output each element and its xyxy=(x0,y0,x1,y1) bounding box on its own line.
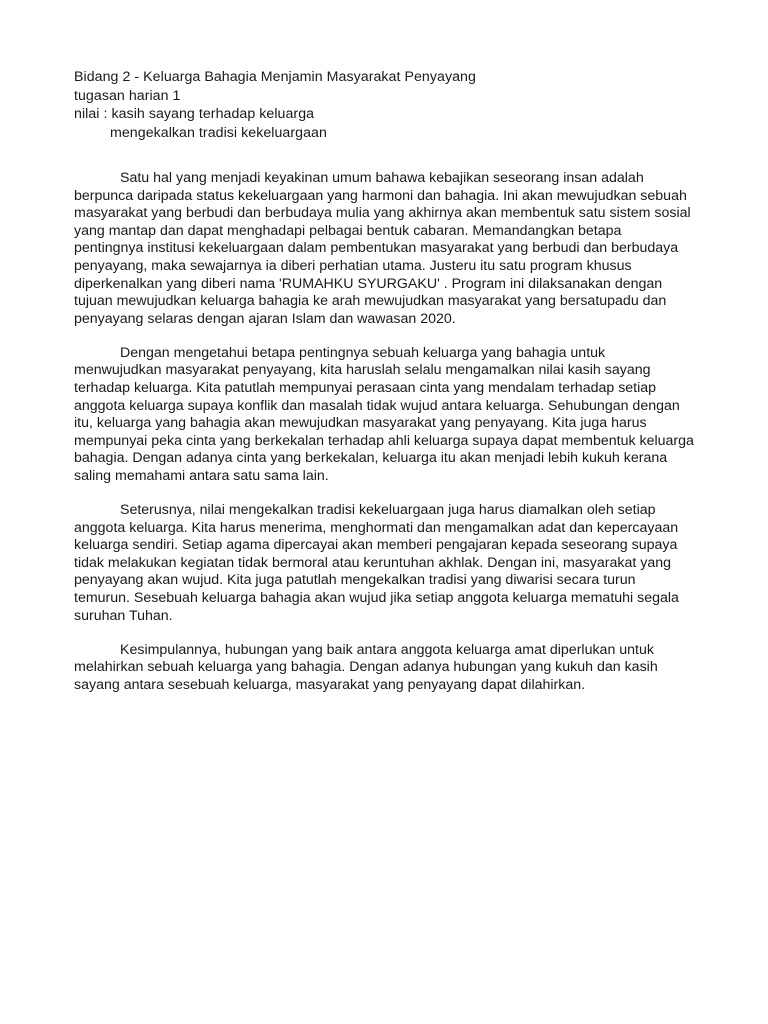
paragraph-conclusion: Kesimpulannya, hubungan yang baik antara anggota keluarga amat diperlukan untuk melahirkan sebuah keluarga yang bahagia. Dengan adanya hubungan yang kukuh dan kasih sayang antara sesebuah keluarga, masyarakat yang penyayang dapat dilahirkan. xyxy=(74,641,658,693)
paragraph-kasih-sayang: Dengan mengetahui betapa pentingnya sebuah keluarga yang bahagia untuk menwujudkan masyarakat penyayang, kita haruslah selalu mengamalkan nilai kasih sayang terhadap keluarga. Kita patutlah mempunyai perasaan cinta yang mendalam terhadap setiap anggota keluarga supaya konflik dan masalah tidak wujud antara keluarga. Sehubungan dengan itu, keluarga yang bahagia akan mewujudkan masyarakat yang penyayang. Kita juga harus mempunyai peka cinta yang berkekalan terhadap ahli keluarga supaya dapat membentuk keluarga bahagia. Dengan adanya cinta yang berkekalan, keluarga itu akan menjadi lebih kukuh kerana saling memahami antara satu sama lain. xyxy=(74,344,694,484)
document-title: Bidang 2 - Keluarga Bahagia Menjamin Masyarakat Penyayang xyxy=(74,69,476,85)
paragraph-introduction: Satu hal yang menjadi keyakinan umum bahawa kebajikan seseorang insan adalah berpunca daripada status kekeluargaan yang harmoni dan bahagia. Ini akan mewujudkan sebuah masyarakat yang berbudi dan berbudaya mulia yang akhirnya akan membentuk satu sistem sosial yang mantap dan dapat menghadapi pelbagai bentuk cabaran. Memandangkan betapa pentingnya institusi kekeluargaan dalam pembentukan masyarakat yang berbudi dan berbudaya penyayang, maka sewajarnya ia diberi perhatian utama. Justeru itu satu program khusus diperkenalkan yang diberi nama 'RUMAHKU SYURGAKU' . Program ini dilaksanakan dengan tujuan mewujudkan keluarga bahagia ke arah mewujudkan masyarakat yang bersatupadu dan penyayang selaras dengan ajaran Islam dan wawasan 2020. xyxy=(74,170,691,327)
document-header xyxy=(74,68,694,142)
value-line-2: mengekalkan tradisi kekeluargaan xyxy=(110,124,327,141)
essay-body xyxy=(74,170,694,711)
task-label: tugasan harian 1 xyxy=(74,87,181,104)
value-line-1: nilai : kasih sayang terhadap keluarga xyxy=(74,106,315,122)
paragraph-tradisi: Seterusnya, nilai mengekalkan tradisi kekeluargaan juga harus diamalkan oleh setiap anggota keluarga. Kita harus menerima, menghormati dan mengamalkan adat dan kepercayaan keluarga sendiri. Setiap agama dipercayai akan memberi pengajaran kepada seseorang supaya tidak melakukan kegiatan tidak bermoral atau keruntuhan akhlak. Dengan ini, masyarakat yang penyayang akan wujud. Kita juga patutlah mengekalkan tradisi yang diwarisi secara turun temurun. Sesebuah keluarga bahagia akan wujud jika setiap anggota keluarga mematuhi segala suruhan Tuhan. xyxy=(74,502,679,624)
